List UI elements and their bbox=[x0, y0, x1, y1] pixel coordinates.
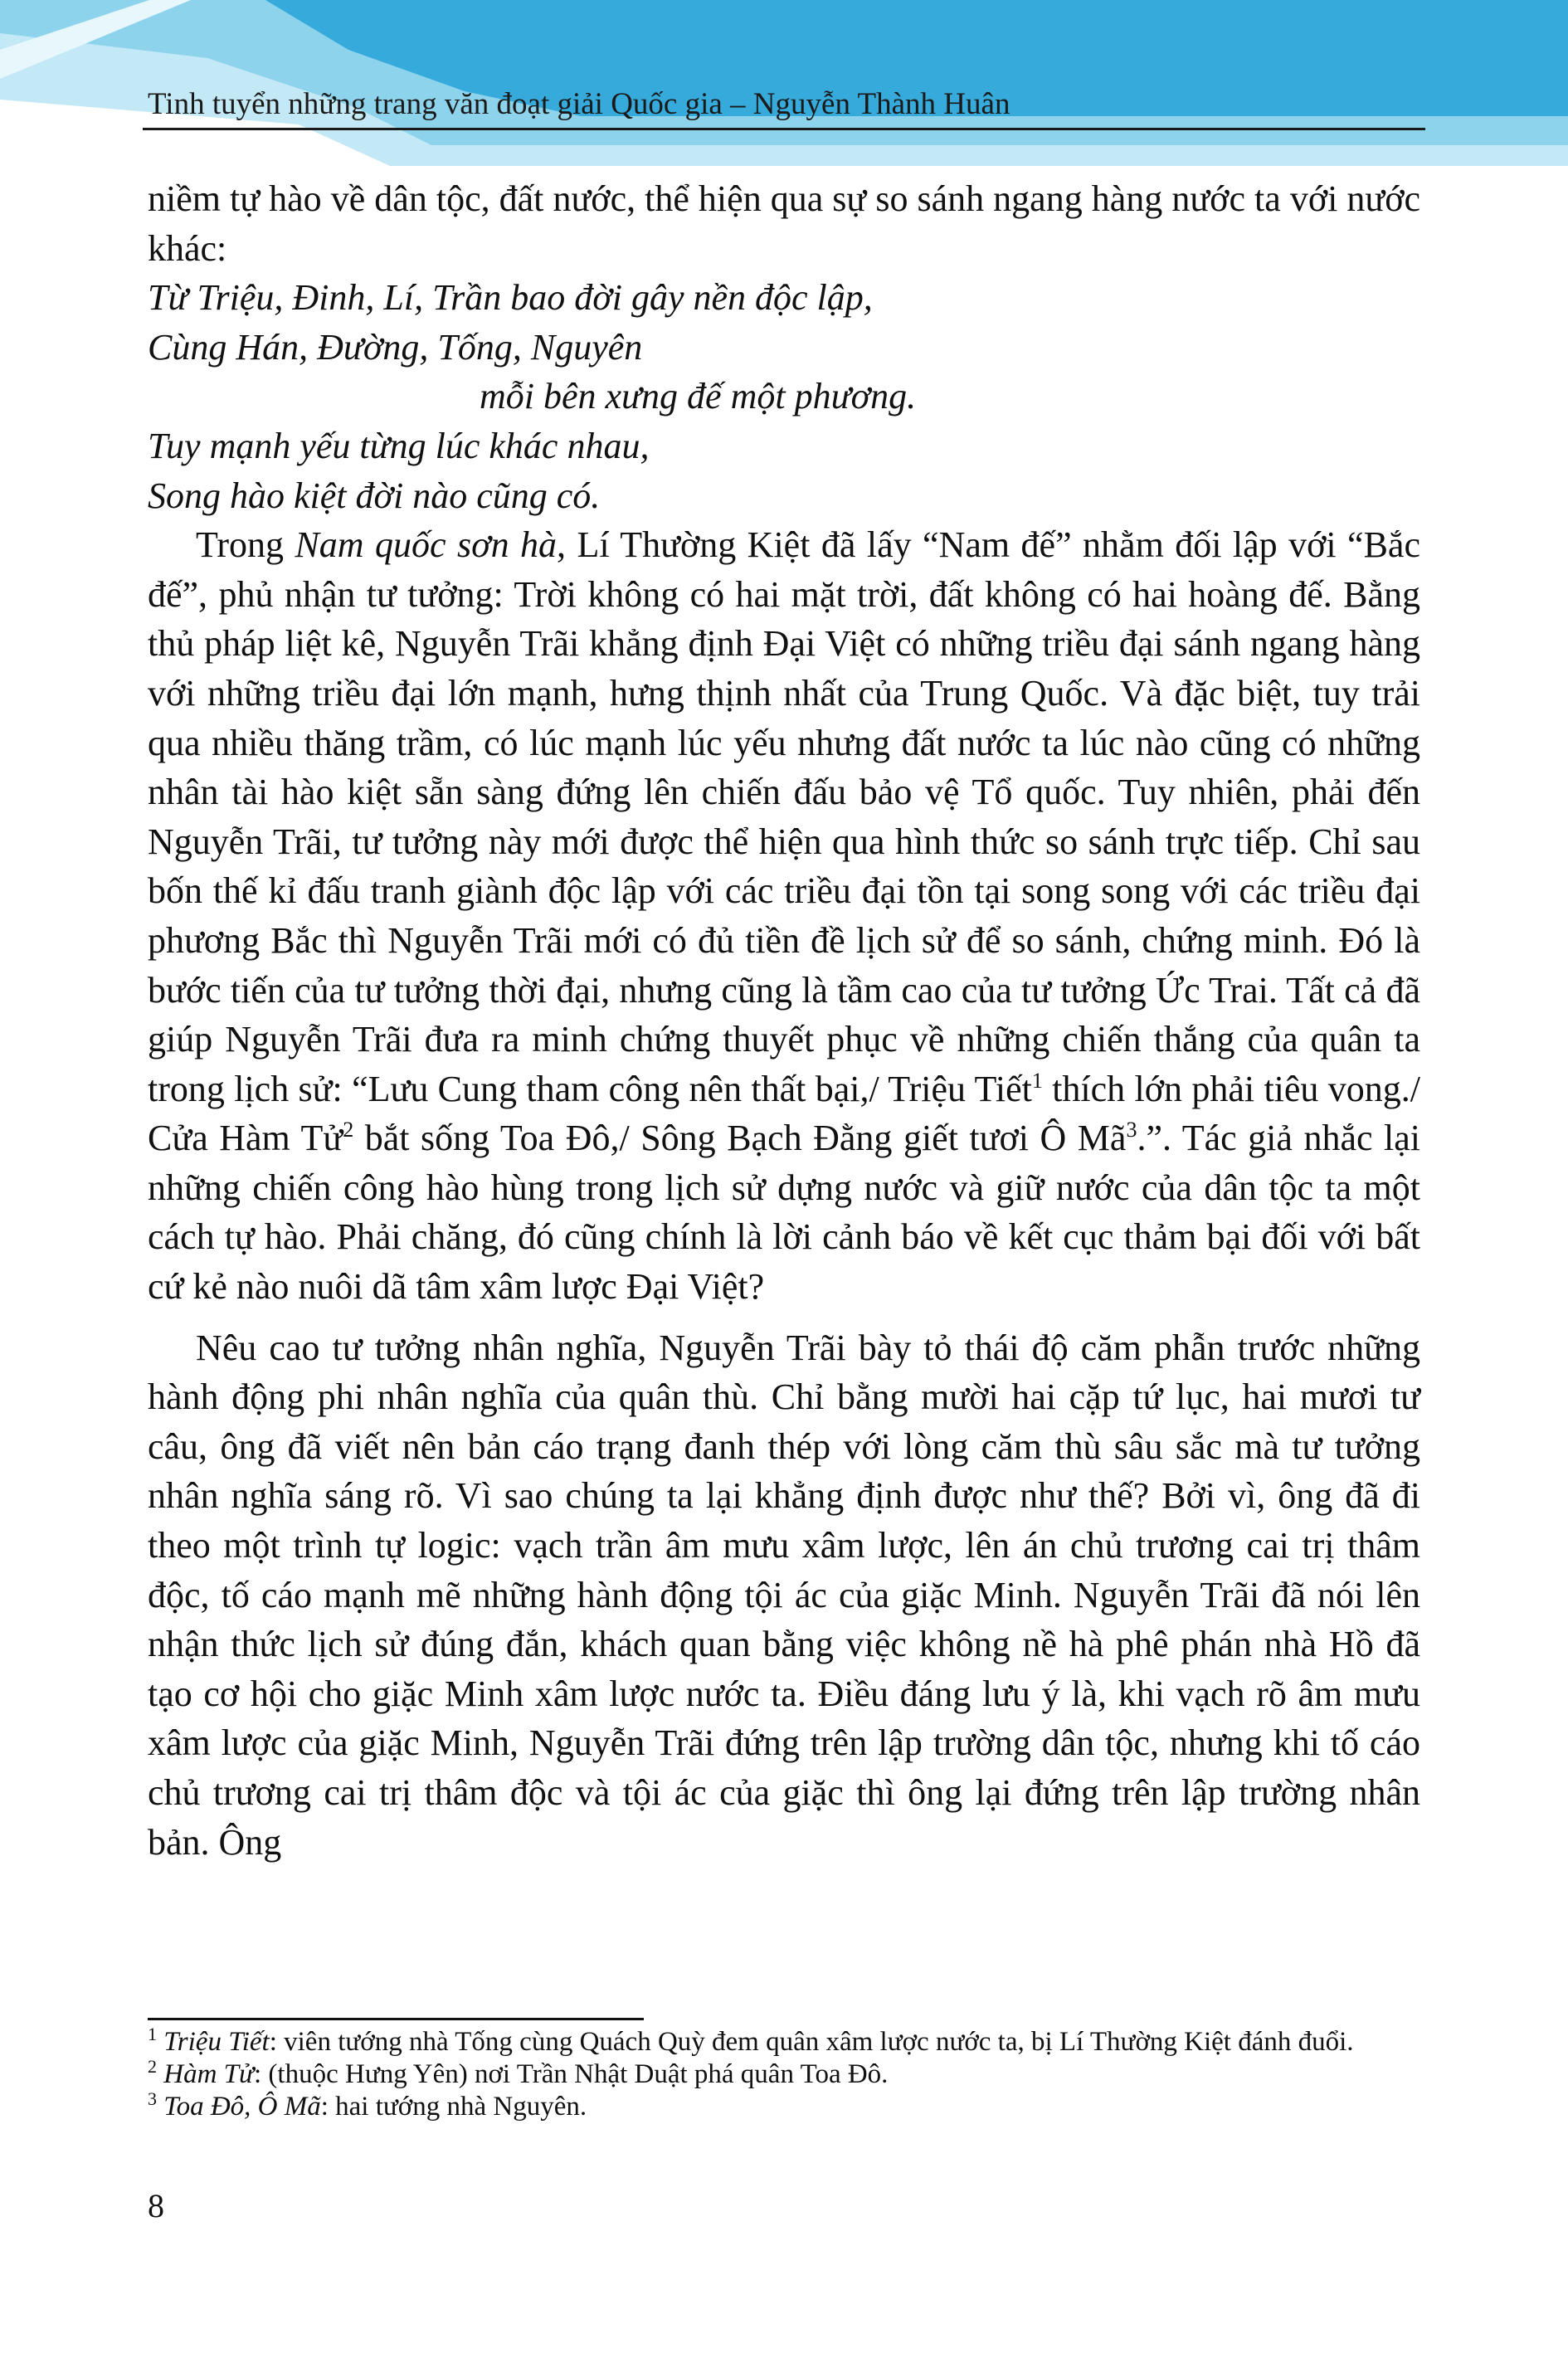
paragraph-3: Nêu cao tư tưởng nhân nghĩa, Nguyễn Trãi bày tỏ thái độ căm phẫn trước những hành động phi nhân nghĩa của quân thù. Chỉ bằng mười hai cặp tứ lục, hai mươi tư câu, ông đã viết nên bản cáo trạng đanh thép với lòng căm thù sâu sắc mà tư tưởng nhân nghĩa sáng rõ. Vì sao chúng ta lại khẳng định được như thế? Bởi vì, ông đã đi theo một trình tự logic: vạch trần âm mưu xâm lược, lên án chủ trương cai trị thâm độc, tố cáo mạnh mẽ những hành động tội ác của giặc Minh. Nguyễn Trãi đã nói lên nhận thức lịch sử đúng đắn, khách quan bằng việc không nề hà phê phán nhà Hồ đã tạo cơ hội cho giặc Minh xâm lược nước ta. Điều đáng lưu ý là, khi vạch rõ âm mưu xâm lược của giặc Minh, Nguyễn Trãi đứng trên lập trường dân tộc, nhưng khi tố cáo chủ trương cai trị thâm độc và tội ác của giặc thì ông lại đứng trên lập trường nhân bản. Ông bbox=[148, 1327, 1420, 1863]
footnote-ref-1[interactable]: 1 bbox=[1031, 1068, 1043, 1093]
footnote-3-text: : hai tướng nhà Nguyên. bbox=[320, 2092, 587, 2122]
paragraph-2-text-c: thích lớn phải tiêu vong./ Cửa Hàm Tử bbox=[148, 1068, 1420, 1159]
paragraph-2 bbox=[148, 520, 1420, 1312]
footnote-1-text: : viên tướng nhà Tống cùng Quách Quỳ đem quân xâm lược nước ta, bị Lí Thường Kiệt đánh đuổi. bbox=[269, 2027, 1354, 2057]
verse-line-4: Tuy mạnh yếu từng lúc khác nhau, bbox=[148, 425, 650, 466]
header-rule bbox=[143, 128, 1425, 130]
footnotes bbox=[148, 2026, 1420, 2123]
work-title: Nam quốc sơn hà bbox=[295, 524, 558, 566]
running-title: Tinh tuyển những trang văn đoạt giải Quốc gia – Nguyễn Thành Huân bbox=[148, 87, 1010, 121]
footnote-3-term: Toa Đô, Ô Mã bbox=[163, 2092, 321, 2122]
paragraph-2-text-a: Trong bbox=[196, 524, 295, 566]
quoted-verse bbox=[148, 273, 1420, 520]
verse-line-5: Song hào kiệt đời nào cũng có. bbox=[148, 475, 601, 516]
verse-line-2: Cùng Hán, Đường, Tống, Nguyên bbox=[148, 326, 643, 368]
page-number: 8 bbox=[148, 2187, 164, 2224]
footnote-ref-3[interactable]: 3 bbox=[1126, 1118, 1137, 1142]
footnote-2-text: : (thuộc Hưng Yên) nơi Trần Nhật Duật phá quân Toa Đô. bbox=[254, 2059, 889, 2089]
verse-line-1: Từ Triệu, Đinh, Lí, Trần bao đời gây nền độc lập, bbox=[148, 277, 873, 319]
main-text bbox=[148, 174, 1420, 1867]
footnote-3 bbox=[148, 2088, 1420, 2123]
footnote-2-term: Hàm Tử bbox=[163, 2059, 255, 2089]
verse-line-3: mỗi bên xưng đế một phương. bbox=[480, 376, 917, 417]
footnote-3-number: 3 bbox=[148, 2088, 157, 2109]
footnote-1-number: 1 bbox=[148, 2024, 157, 2044]
footnote-ref-2[interactable]: 2 bbox=[343, 1118, 354, 1142]
header-banner bbox=[0, 0, 1568, 166]
footnote-separator bbox=[148, 2018, 644, 2020]
footnote-2 bbox=[148, 2058, 1420, 2091]
footnote-2-number: 2 bbox=[148, 2056, 157, 2077]
footnote-1-term: Triệu Tiết bbox=[163, 2027, 270, 2057]
footnote-1 bbox=[148, 2026, 1420, 2058]
paragraph-2-text-e: .”. Tác giả nhắc lại những chiến công hào hùng trong lịch sử dựng nước và giữ nước của dân tộc ta một cách tự hào. Phải chăng, đó cũng chính là lời cảnh báo về kết cục thảm bại đối với bất cứ kẻ nào nuôi dã tâm xâm lược Đại Việt? bbox=[148, 1118, 1420, 1308]
paragraph-1: niềm tự hào về dân tộc, đất nước, thể hiện qua sự so sánh ngang hàng nước ta với nước khác: bbox=[148, 178, 1420, 269]
paragraph-2-text-d: bắt sống Toa Đô,/ Sông Bạch Đằng giết tươi Ô Mã bbox=[353, 1118, 1127, 1159]
paragraph-2-text-b: , Lí Thường Kiệt đã lấy “Nam đế” nhằm đối lập với “Bắc đế”, phủ nhận tư tưởng: Trời không có hai mặt trời, đất không có hai hoàng đế. Bằng thủ pháp liệt kê, Nguyễn Trãi khẳng định Đại Việt có những triều đại sánh ngang hàng với những triều đại lớn mạnh, hưng thịnh nhất của Trung Quốc. Và đặc biệt, tuy trải qua nhiều thăng trầm, có lúc mạnh lúc yếu nhưng đất nước ta lúc nào cũng có những nhân tài hào kiệt sẵn sàng đứng lên chiến đấu bảo vệ Tổ quốc. Tuy nhiên, phải đến Nguyễn Trãi, tư tưởng này mới được thể hiện qua hình thức so sánh trực tiếp. Chỉ sau bốn thế kỉ đấu tranh giành độc lập với các triều đại tồn tại song song với các triều đại phương Bắc thì Nguyễn Trãi mới có đủ tiền đề lịch sử để so sánh, chứng minh. Đó là bước tiến của tư tưởng thời đại, nhưng cũng là tầm cao của tư tưởng Ức Trai. Tất cả đã giúp Nguyễn Trãi đưa ra minh chứng thuyết phục về những chiến thắng của quân ta trong lịch sử: “Lưu Cung tham công nên thất bại,/ Triệu Tiết bbox=[148, 524, 1420, 1109]
